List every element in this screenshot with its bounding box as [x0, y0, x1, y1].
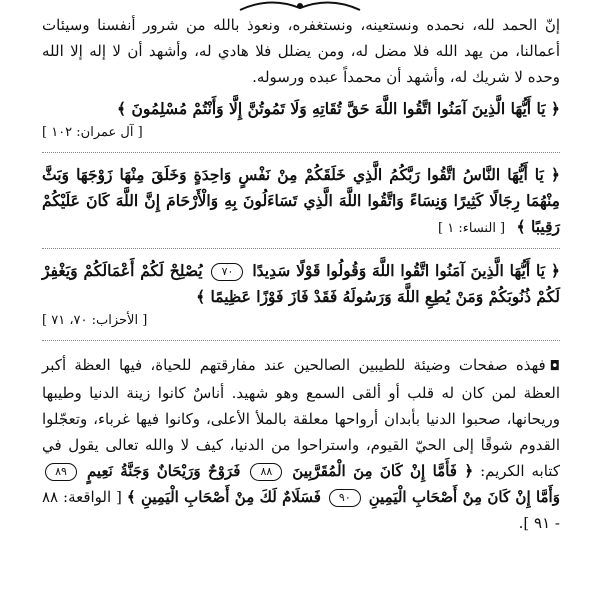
divider	[42, 340, 560, 342]
divider	[42, 248, 560, 250]
paragraph-mark-icon: ◘	[549, 359, 560, 374]
verse-al-waqiah-part3: وَأَمَّا إِنْ كَانَ مِنْ أَصْحَابِ الْيَمِينِ	[368, 488, 560, 506]
verse-an-nisa	[42, 162, 560, 240]
verse-al-ahzab-ref: [ الأحزاب: ٧٠، ٧١ ]	[42, 313, 148, 328]
verse-al-imran-ref: [ آل عمران: ١٠٢ ]	[42, 125, 143, 140]
divider	[42, 152, 560, 154]
verse-al-waqiah-part1: ﴿ فَأَمَّا إِنْ كَانَ مِنَ الْمُقَرَّبِينَ	[292, 462, 474, 480]
intro-paragraph: إنّ الحمد لله، نحمده ونستعينه، ونستغفره، ونعوذ بالله من شرور أنفسنا وسيئات أعمالنا، من يهد الله فلا مضل له، ومن يضلل فلا هادي له، وأشهد أن لا إله إلا الله وحده لا شريك له، وأشهد أن محمداً عبده ورسوله.	[42, 16, 560, 86]
verse-al-waqiah-part2: فَرَوْحٌ وَرَيْحَانٌ وَجَنَّةُ نَعِيمٍ	[86, 462, 241, 480]
verse-number-badge: ٨٩	[45, 463, 77, 481]
verse-al-imran-text: ﴿ يَا أَيُّهَا الَّذِينَ آمَنُوا اتَّقُوا اللَّهَ حَقَّ تُقَاتِهِ وَلَا تَمُوتُنَّ إِلَّا وَأَنْتُمْ مُسْلِمُونَ ﴾	[117, 99, 560, 118]
closing-paragraph	[42, 352, 560, 536]
verse-al-ahzab-part1: ﴿ يَا أَيُّهَا الَّذِينَ آمَنُوا اتَّقُوا اللَّهَ وَقُولُوا قَوْلًا سَدِيدًا	[252, 261, 560, 280]
verse-al-ahzab	[42, 258, 560, 310]
verse-an-nisa-ref: [ النساء: ١ ]	[438, 221, 506, 236]
verse-number-badge: ٧٠	[211, 263, 243, 281]
verse-al-waqiah-part4: فَسَلَامٌ لَكَ مِنْ أَصْحَابِ الْيَمِينِ ﴾	[126, 488, 321, 506]
verse-number-badge: ٨٨	[250, 463, 282, 481]
closing-paragraph-text: فهذه صفحات وضيئة للطيبين الصالحين عند مفارقتهم للحياة، فيها العظة أكبر العظة لمن كان له قلب أو ألقى السمع وهو شهيد. أناسٌ كانوا زينة الدنيا وطيبها وريحانها، صحبوا الدنيا بأبدان أرواحها معلقة بالملأ الأعلى، وكانوا فيها غرباء، وتعجّلوا القدوم شوقًا إلى الحيّ القيوم، واستراحوا من الدنيا، كيف لا والله تعالى يقول في كتابه الكريم:	[42, 356, 560, 480]
verse-an-nisa-text: ﴿ يَا أَيُّهَا النَّاسُ اتَّقُوا رَبَّكُمُ الَّذِي خَلَقَكُمْ مِنْ نَفْسٍ وَاحِدَةٍ وَخَلَقَ مِنْهَا زَوْجَهَا وَبَثَّ مِنْهُمَا رِجَالًا كَثِيرًا وَنِسَاءً وَاتَّقُوا اللَّهَ الَّذِي تَسَاءَلُونَ بِهِ وَالْأَرْحَامَ إِنَّ اللَّهَ كَانَ عَلَيْكُمْ رَقِيبًا ﴾	[42, 165, 560, 236]
verse-number-badge: ٩٠	[329, 489, 361, 507]
verse-al-imran	[42, 96, 560, 122]
verse-al-waqiah-ref: [ الواقعة: ٨٨ - ٩١ ].	[42, 488, 560, 532]
header-ornament-icon	[235, 0, 365, 12]
verse-al-ahzab-part2: يُصْلِحْ لَكُمْ أَعْمَالَكُمْ وَيَغْفِرْ لَكُمْ ذُنُوبَكُمْ وَمَنْ يُطِعِ اللَّهَ وَرَسُولَهُ فَقَدْ فَازَ فَوْزًا عَظِيمًا ﴾	[42, 261, 560, 306]
